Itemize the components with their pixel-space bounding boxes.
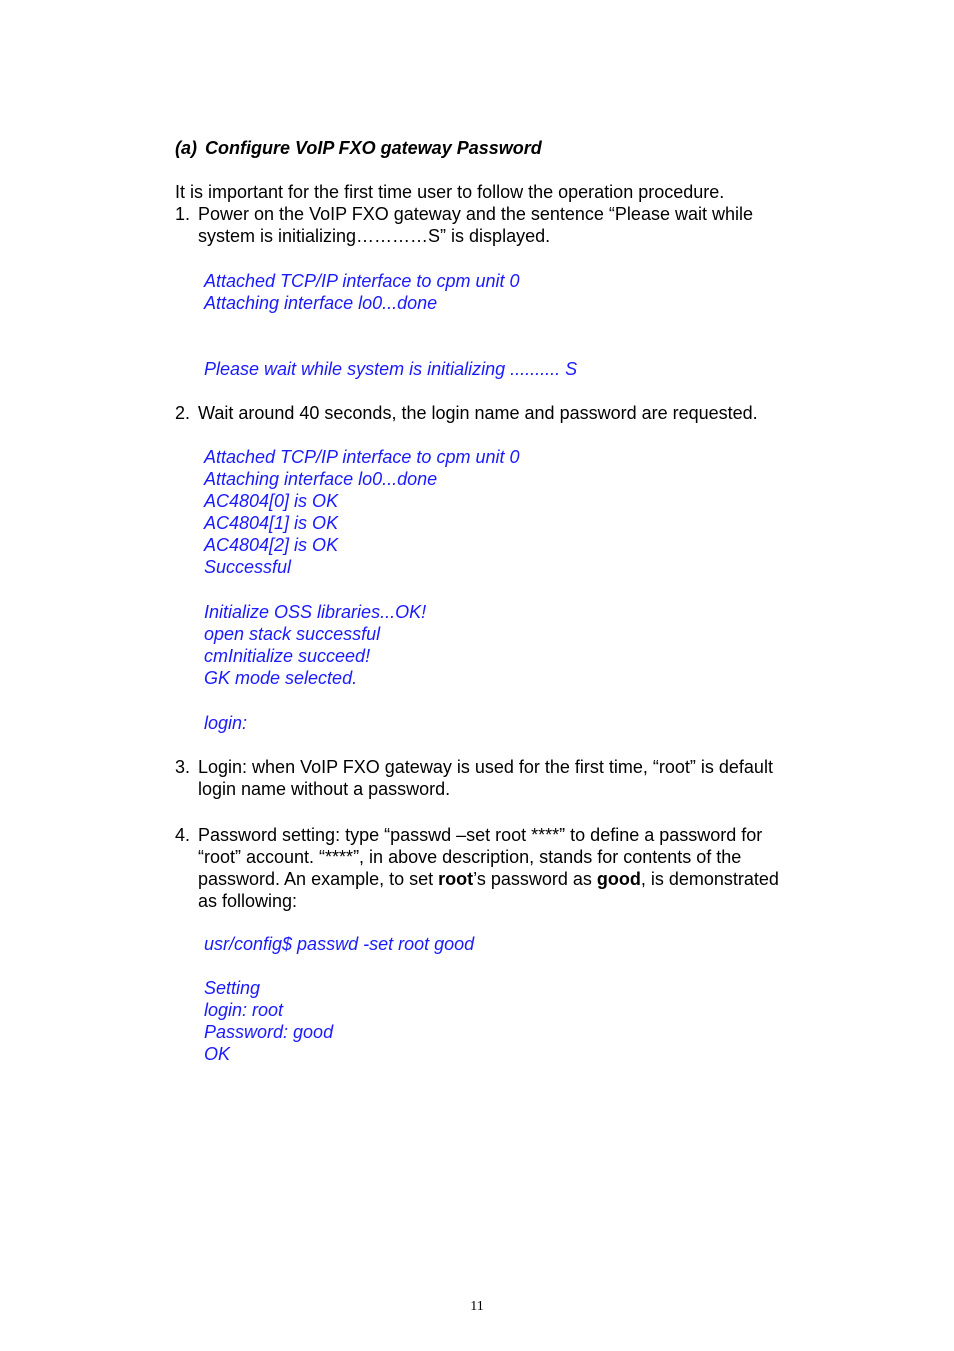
- page-number: 11: [470, 1299, 484, 1314]
- console-3-line-2: login: root: [204, 1000, 284, 1020]
- step-2-number: 2.: [175, 403, 191, 423]
- console-3-line-4: OK: [204, 1044, 231, 1064]
- console-wait-line: Please wait while system is initializing .......... S: [204, 359, 578, 379]
- step-3-line-2: login name without a password.: [198, 779, 451, 799]
- step-4-line-3-mid: ’s password as: [473, 869, 597, 889]
- step-3-number: 3.: [175, 757, 191, 777]
- step-3: [175, 756, 835, 800]
- console-3-line-3: Password: good: [204, 1022, 334, 1042]
- console-2-line-5: AC4804[2] is OK: [204, 535, 339, 555]
- console-output-2a: [204, 446, 519, 578]
- step-4-line-3-post: , is demonstrated: [640, 869, 779, 889]
- console-1-line-1: Attached TCP/IP interface to cpm unit 0: [204, 271, 520, 291]
- step-1-number: 1.: [175, 204, 191, 224]
- console-login-prompt: login:: [204, 713, 248, 733]
- console-3-line-1: Setting: [204, 978, 261, 998]
- step-4-line-3-pre: password. An example, to set: [198, 869, 439, 889]
- step-4-line-3: [198, 868, 835, 890]
- console-1-line-2: Attaching interface lo0...done: [204, 293, 438, 313]
- intro-paragraph: It is important for the first time user to follow the operation procedure.: [175, 182, 725, 202]
- step-4-line-4: as following:: [198, 891, 298, 911]
- section-label: (a): [175, 138, 197, 158]
- step-4-line-2: “root” account. “****”, in above description, stands for contents of the: [198, 847, 742, 867]
- step-3-line-1: Login: when VoIP FXO gateway is used for the first time, “root” is default: [198, 757, 773, 777]
- step-2: [175, 402, 835, 424]
- step-4: [175, 824, 835, 912]
- console-2-line-6: Successful: [204, 557, 292, 577]
- step-4-bold-good: good: [596, 869, 641, 889]
- step-4-bold-root: root: [438, 869, 474, 889]
- step-1-line-2: system is initializing…………S” is displayed.: [198, 226, 551, 246]
- step-1: [175, 203, 835, 247]
- section-heading: [175, 137, 542, 159]
- console-output-1: [204, 270, 519, 314]
- step-4-line-1: Password setting: type “passwd –set root ****” to define a password for: [198, 825, 763, 845]
- step-4-number: 4.: [175, 825, 191, 845]
- console-2-line-1: Attached TCP/IP interface to cpm unit 0: [204, 447, 520, 467]
- console-2-line-3: AC4804[0] is OK: [204, 491, 339, 511]
- console-command: usr/config$ passwd -set root good: [204, 934, 475, 954]
- step-2-text: Wait around 40 seconds, the login name and password are requested.: [198, 403, 758, 423]
- console-2-line-7: Initialize OSS libraries...OK!: [204, 602, 427, 622]
- console-output-2b: [204, 601, 426, 689]
- console-2-line-8: open stack successful: [204, 624, 381, 644]
- console-2-line-2: Attaching interface lo0...done: [204, 469, 438, 489]
- step-1-line-1: Power on the VoIP FXO gateway and the sentence “Please wait while: [198, 204, 753, 224]
- console-output-3: [204, 977, 333, 1065]
- console-2-line-4: AC4804[1] is OK: [204, 513, 339, 533]
- console-2-line-10: GK mode selected.: [204, 668, 358, 688]
- console-2-line-9: cmInitialize succeed!: [204, 646, 371, 666]
- section-title: Configure VoIP FXO gateway Password: [205, 138, 542, 158]
